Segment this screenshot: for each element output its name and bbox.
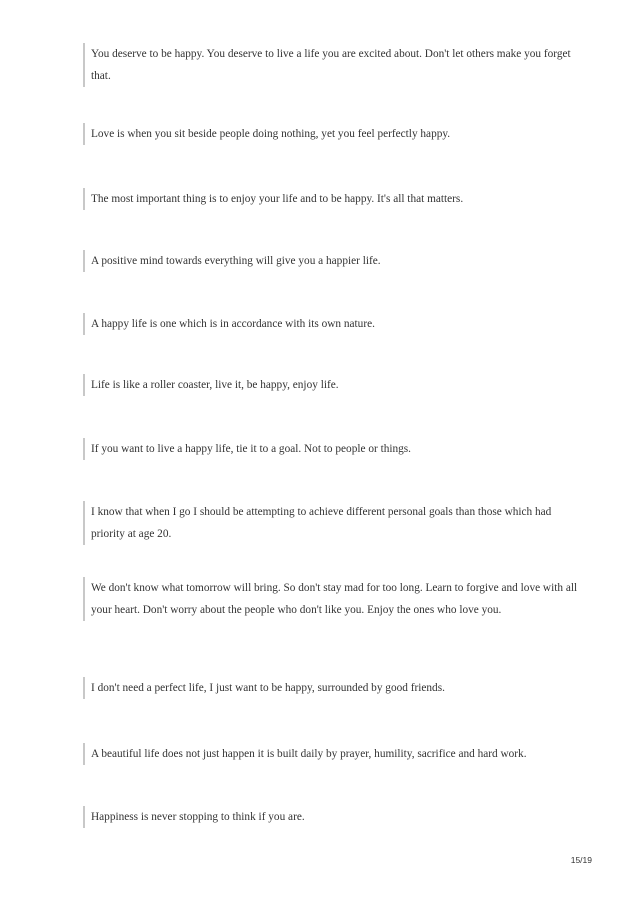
quote-block	[83, 806, 583, 828]
quote-text: A positive mind towards everything will give you a happier life.	[91, 255, 381, 267]
quote-block	[83, 250, 583, 272]
quote-block	[83, 677, 583, 699]
quote-block	[83, 188, 583, 210]
quote-text: A beautiful life does not just happen it is built daily by prayer, humility, sacrifice and hard work.	[91, 748, 527, 760]
page-number: 15/19	[570, 855, 592, 865]
quote-text: A happy life is one which is in accordance with its own nature.	[91, 318, 375, 330]
quote-text: Life is like a roller coaster, live it, be happy, enjoy life.	[91, 379, 339, 391]
quote-block	[83, 501, 583, 545]
quote-block	[83, 577, 583, 621]
quote-text: The most important thing is to enjoy your life and to be happy. It's all that matters.	[91, 193, 464, 205]
quote-block	[83, 123, 583, 145]
quote-block	[83, 743, 583, 765]
quote-text: If you want to live a happy life, tie it to a goal. Not to people or things.	[91, 443, 412, 455]
quote-text: We don't know what tomorrow will bring. So don't stay mad for too long. Learn to forgive and love with all your heart. Don't worry about the people who don't like you. Enjoy the ones who love you.	[91, 582, 578, 616]
quote-text: I don't need a perfect life, I just want to be happy, surrounded by good friends.	[91, 682, 445, 694]
quote-text: Happiness is never stopping to think if you are.	[91, 811, 305, 823]
quote-text: You deserve to be happy. You deserve to live a life you are excited about. Don't let others make you forget that.	[91, 48, 571, 82]
quote-block	[83, 313, 583, 335]
quote-block	[83, 438, 583, 460]
quote-block	[83, 43, 583, 87]
quote-text: Love is when you sit beside people doing nothing, yet you feel perfectly happy.	[91, 128, 451, 140]
quote-text: I know that when I go I should be attempting to achieve different personal goals than those which had priority at age 20.	[91, 506, 552, 540]
quote-block	[83, 374, 583, 396]
